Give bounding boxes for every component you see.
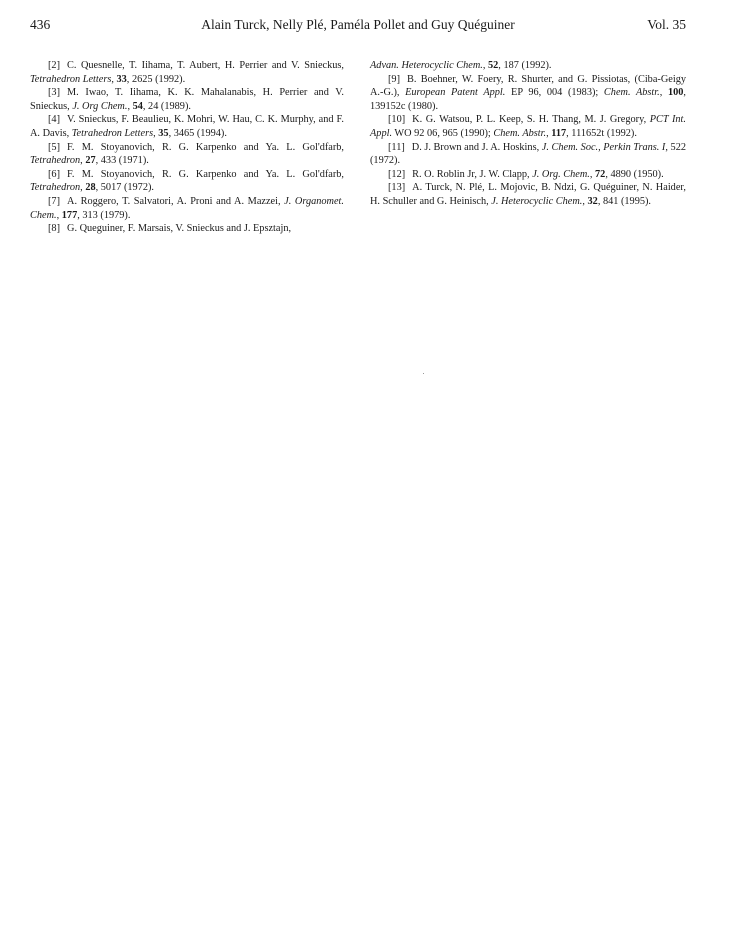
reference-6: [6] F. M. Stoyanovich, R. G. Karpenko and Ya. L. Gol'dfarb, Tetrahedron, 28, 5017 (1972).: [30, 168, 344, 194]
reference-9: [9] B. Boehner, W. Foery, R. Shurter, and G. Pissiotas, (Ciba-Geigy A.-G.), European Patent Appl. EP 96, 004 (1983); Chem. Abstr., 100, 139152c (1980).: [370, 73, 686, 112]
volume-label: Vol. 35: [647, 17, 686, 32]
reference-3: [3] M. Iwao, T. Iihama, K. K. Mahalanabis, H. Perrier and V. Snieckus, J. Org Chem., 54, 24 (1989).: [30, 87, 344, 112]
references-right-column: [370, 59, 686, 209]
reference-11: [11] D. J. Brown and J. A. Hoskins, J. Chem. Soc., Perkin Trans. I, 522 (1972).: [370, 141, 686, 167]
reference-4: [4] V. Snieckus, F. Beaulieu, K. Mohri, W. Hau, C. K. Murphy, and F. A. Davis, Tetrahedron Letters, 35, 3465 (1994).: [30, 114, 344, 139]
references-left-column: [30, 59, 344, 236]
reference-7: [7] A. Roggero, T. Salvatori, A. Proni and A. Mazzei, J. Organomet. Chem., 177, 313 (1979).: [30, 195, 344, 221]
reference-13: [13] A. Turck, N. Plé, L. Mojovic, B. Ndzi, G. Quéguiner, N. Haider, H. Schuller and G. Heinisch, J. Heterocyclic Chem., 32, 841 (1995).: [370, 182, 686, 207]
page-number: 436: [30, 17, 51, 32]
reference-8: [8] G. Queguiner, F. Marsais, V. Snieckus and J. Epsztajn,: [48, 223, 292, 235]
reference-12: [12] R. O. Roblin Jr, J. W. Clapp, J. Org. Chem., 72, 4890 (1950).: [388, 168, 664, 180]
scan-speck: [423, 373, 424, 374]
reference-2: [2] C. Quesnelle, T. Iihama, T. Aubert, H. Perrier and V. Snieckus, Tetrahedron Letters, 33, 2625 (1992).: [30, 60, 344, 85]
reference-10: [10] K. G. Watsou, P. L. Keep, S. H. Thang, M. J. Gregory, PCT Int. Appl. WO 92 06, 965 (1990); Chem. Abstr., 117, 111652t (1992).: [370, 114, 686, 139]
page-header: [30, 17, 686, 37]
reference-8-continuation: Advan. Heterocyclic Chem., 52, 187 (1992).: [370, 60, 552, 71]
reference-5: [5] F. M. Stoyanovich, R. G. Karpenko and Ya. L. Gol'dfarb, Tetrahedron, 27, 433 (1971).: [30, 141, 344, 167]
running-head-authors: Alain Turck, Nelly Plé, Paméla Pollet and Guy Quéguiner: [201, 17, 515, 32]
